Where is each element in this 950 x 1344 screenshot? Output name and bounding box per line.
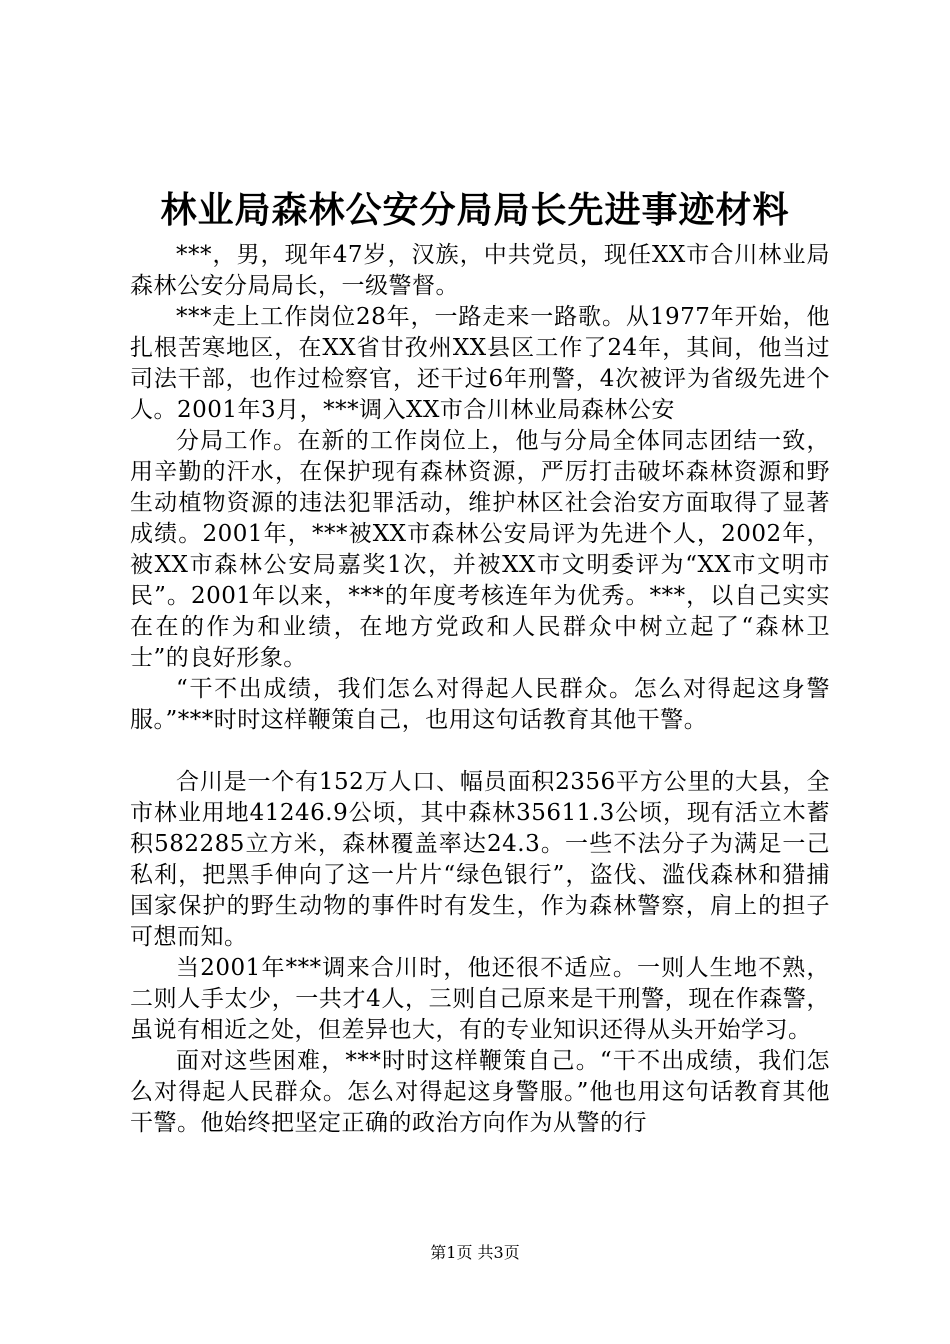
document-title: 林业局森林公安分局局长先进事迹材料 bbox=[160, 189, 790, 231]
paragraph-intro: ***，男，现年47岁，汉族，中共党员，现任XX市合川林业局森林公安分局局长，一级警督。 bbox=[130, 242, 830, 299]
paragraph-arrival: 当2001年***调来合川时，他还很不适应。一则人生地不熟，二则人手太少，一共才4人，三则自己原来是干刑警，现在作森警，虽说有相近之处，但差异也大，有的专业知识还得从头开始学习。 bbox=[130, 955, 830, 1043]
paragraph-spacer bbox=[130, 736, 830, 767]
document-body bbox=[130, 240, 830, 1139]
paragraph-hechuan: 合川是一个有152万人口、幅员面积2356平方公里的大县，全市林业用地41246.9公顷，其中森林35611.3公顷，现有活立木蓄积582285立方米，森林覆盖率达24.3。一些不法分子为满足一己私利，把黑手伸向了这一片片“绿色银行”，盗伐、滥伐森林和猎捕国家保护的野生动物的事件时有发生，作为森林警察，肩上的担子可想而知。 bbox=[130, 769, 830, 950]
paragraph-career: ***走上工作岗位28年，一路走来一路歌。从1977年开始，他扎根苦寒地区，在XX省甘孜州XX县区工作了24年，其间，他当过司法干部，也作过检察官，还干过6年刑警，4次被评为省级先进个人。2001年3月，***调入XX市合川林业局森林公安 bbox=[130, 304, 830, 423]
paragraph-quote: “干不出成绩，我们怎么对得起人民群众。怎么对得起这身警服。”***时时这样鞭策自己，也用这句话教育其他干警。 bbox=[130, 676, 830, 733]
paragraph-difficulties: 面对这些困难，***时时这样鞭策自己。“干不出成绩，我们怎么对得起人民群众。怎么对得起这身警服。”他也用这句话教育其他干警。他始终把坚定正确的政治方向作为从警的行 bbox=[130, 1048, 830, 1136]
paragraph-achievements: 分局工作。在新的工作岗位上，他与分局全体同志团结一致，用辛勤的汗水，在保护现有森林资源，严厉打击破坏森林资源和野生动植物资源的违法犯罪活动，维护林区社会治安方面取得了显著成绩。2001年，***被XX市森林公安局评为先进个人，2002年，被XX市森林公安局嘉奖1次，并被XX市文明委评为“XX市文明市民”。2001年以来，***的年度考核连年为优秀。***，以自己实实在在的作为和业绩，在地方党政和人民群众中树立起了“森林卫士”的良好形象。 bbox=[130, 428, 830, 671]
page-number-footer: 第1页 共3页 bbox=[430, 1243, 520, 1262]
